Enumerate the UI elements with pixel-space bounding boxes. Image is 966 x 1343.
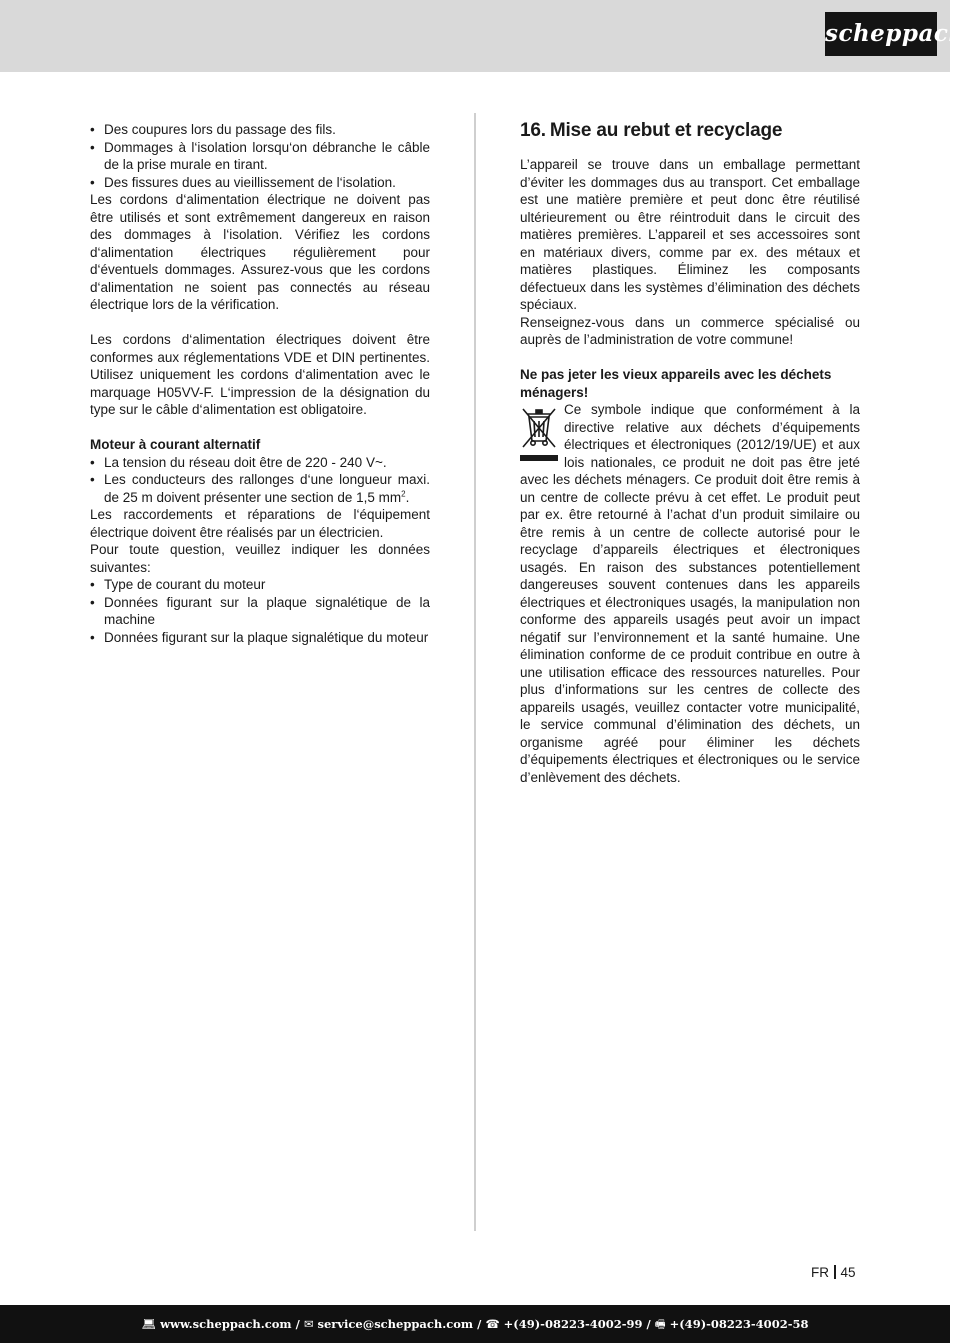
cable-danger-paragraph: Les cordons d‘alimentation électrique ne doivent pas être utilisés et sont extrêmement dangereux en raison des dommages à l‘isolation. Vérifiez les cordons d‘alimentation électriques régulièrement pour d‘éventuels dommages. Assurez-vous que les cordons d‘alimentation ne soient pas connectés au réseau électrique lors de la vérification. <box>90 192 430 312</box>
list-item: • Type de courant du moteur <box>90 576 430 594</box>
page-number-value: 45 <box>840 1265 856 1280</box>
inquiry-paragraph: Renseignez-vous dans un commerce spécialisé ou auprès de l’administration de votre commune! <box>520 314 860 347</box>
footer-separator: / <box>642 1317 655 1331</box>
fax-icon: 🖷︎ <box>654 1317 666 1331</box>
cable-damage-list <box>90 121 430 191</box>
footer-band <box>0 1305 950 1343</box>
list-item <box>90 471 430 506</box>
list-item: • Données figurant sur la plaque signalétique du moteur <box>90 629 430 647</box>
list-item: • Dommages à l‘isolation lorsqu‘on débranche le câble de la prise murale en tirant. <box>90 139 430 174</box>
list-item: • Données figurant sur la plaque signalétique de la machine <box>90 594 430 629</box>
section-requirement-text: Les conducteurs des rallonges d‘une longueur maxi. de 25 m doivent présenter une section de 1,5 mm <box>104 472 430 505</box>
brand-logo: scheppach <box>825 12 937 56</box>
list-item: • La tension du réseau doit être de 220 - 240 V~. <box>90 454 430 472</box>
footer-separator: / <box>291 1317 304 1331</box>
household-waste-warning: Ne pas jeter les vieux appareils avec les déchets ménagers! <box>520 367 832 400</box>
weee-paragraph: Ce symbole indique que conformément à la directive relative aux déchets d’équipements électriques et électroniques (2012/19/UE) et aux lois nationales, ce produit ne doit pas être jeté avec les déchets ménagers. Ce produit doit être remis à un centre de collecte prévu à cet effet. Le produit peut par ex. être retourné à l’achat d’un produit similaire ou être remis à un centre de collecte autorisé pour le recyclage d’appareils électriques et électroniques usagés. En raison des substances potentiellement dangereuses souvent contenues dans les appareils électriques et électroniques usagés, la manipulation non conforme des appareils usagés peut avoir un impact négatif sur l’environnement et la santé humaine. Une élimination conforme de ce produit contribue en outre à une utilisation efficace des ressources naturelles. Pour plus d’informations sur les centres de collecte des appareils usagés, veuillez contacter votre municipalité, le service communal d’élimination des déchets, un organisme agréé pour éliminer les déchets d’équipements électriques et électroniques ou le service d’enlèvement des déchets. <box>520 402 860 785</box>
phone-icon: ☎︎ <box>485 1317 500 1331</box>
column-divider <box>474 113 476 1231</box>
email-link[interactable]: service@scheppach.com <box>317 1317 474 1331</box>
cable-standards-paragraph: Les cordons d‘alimentation électriques doivent être conformes aux réglementations VDE et DIN pertinentes. Utilisez uniquement les cordons d‘alimentation avec le marquage H05VV-F. L‘impression de la désignation du type sur le câble d‘alimentation est obligatoire. <box>90 332 430 417</box>
required-data-list <box>90 576 430 646</box>
header-band <box>0 0 950 72</box>
ac-motor-heading: Moteur à courant alternatif <box>90 437 261 452</box>
section-heading <box>520 119 860 143</box>
superscript: 2 <box>401 489 406 498</box>
footer-separator: / <box>473 1317 486 1331</box>
right-column <box>520 121 860 786</box>
page-number-separator <box>834 1265 836 1279</box>
period: . <box>405 489 410 505</box>
packaging-paragraph: L’appareil se trouve dans un emballage permettant d’éviter les dommages dus au transport. Cet emballage est une matière première et peut donc être réutilisé ultérieurement ou être réintroduit dans le circuit des matières premières. L’appareil et ses accessoires sont en matériaux divers, comme par ex. des métaux et matières plastiques. Éliminez les composants défectueux dans les systèmes d’élimination des déchets spéciaux. <box>520 157 860 312</box>
section-title: Mise au rebut et recyclage <box>549 120 783 141</box>
ac-motor-list <box>90 454 430 507</box>
website-link[interactable]: www.scheppach.com <box>160 1317 292 1331</box>
phone-number: +(49)-08223-4002-99 <box>503 1317 643 1331</box>
section-number: 16. <box>520 120 546 141</box>
language-code: FR <box>811 1265 829 1280</box>
list-item: • Des coupures lors du passage des fils. <box>90 121 430 139</box>
page-number <box>811 1265 856 1280</box>
left-column <box>90 121 430 646</box>
fax-number: +(49)-08223-4002-58 <box>669 1317 809 1331</box>
computer-icon: 💻︎ <box>141 1317 157 1331</box>
envelope-icon: ✉︎ <box>303 1317 314 1331</box>
crossed-out-wheelie-bin-icon <box>520 405 558 465</box>
weee-block <box>520 401 860 786</box>
list-item: • Des fissures dues au vieillissement de l‘isolation. <box>90 174 430 192</box>
electrician-paragraph: Les raccordements et réparations de l‘équipement électrique doivent être réalisés par un électricien. <box>90 507 430 540</box>
questions-paragraph: Pour toute question, veuillez indiquer les données suivantes: <box>90 542 430 575</box>
